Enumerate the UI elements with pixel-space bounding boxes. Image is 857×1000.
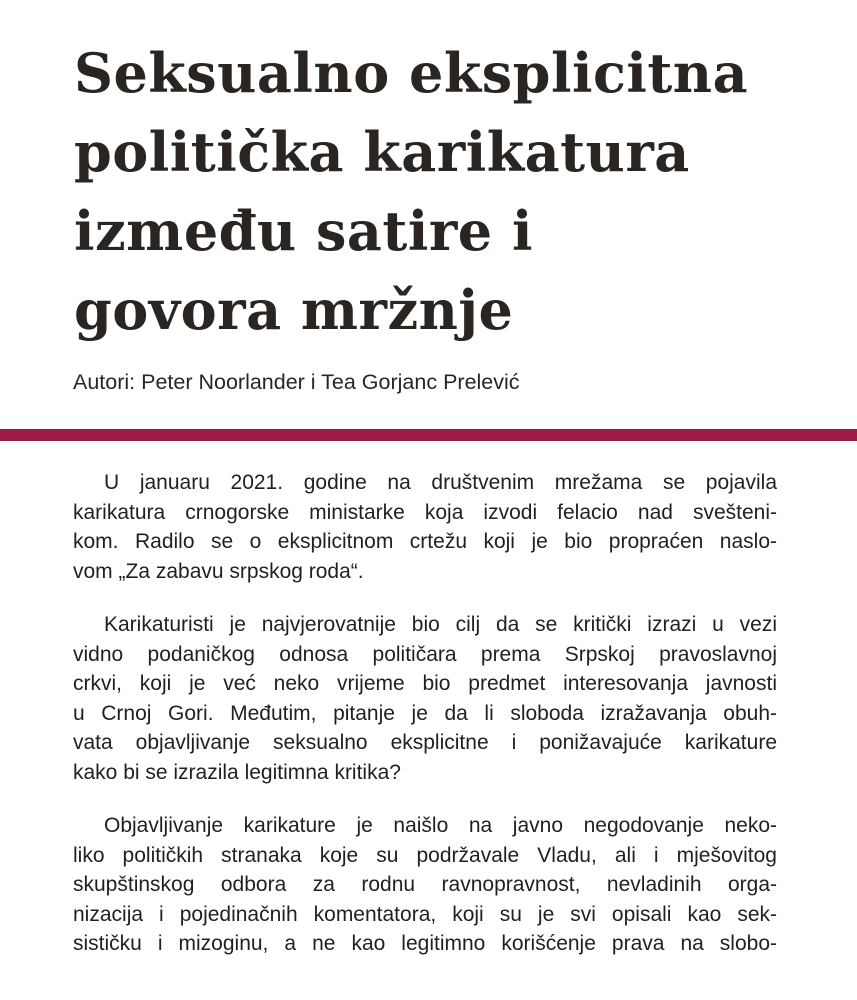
text-line: nizacija i pojedinačnih komentatora, koji su je svi opisali kao sek- [73, 902, 777, 926]
text-line: skupštinskog odbora za rodnu ravnopravnost, nevladinih orga- [73, 873, 777, 896]
text-line: Objavljivanje karikature je naišlo na javno negodovanje neko- [104, 814, 777, 837]
text-line: u Crnoj Gori. Međutim, pitanje je da li sloboda izražavanja obuh- [73, 701, 777, 725]
text-line: U januaru 2021. godine na društvenim mrežama se pojavila [104, 471, 777, 494]
text-line: vata objavljivanje seksualno eksplicitne i ponižavajuće karikature [73, 731, 777, 754]
text-line: crkvi, koji je već neko vrijeme bio predmet interesovanja javnosti [73, 672, 777, 695]
paragraph-1 [73, 468, 777, 586]
title-line: Seksualno eksplicitna [74, 41, 749, 105]
text-line: sističku i mizoginu, a ne kao legitimno korišćenje prava na slobo- [73, 932, 777, 955]
section-divider [0, 429, 857, 441]
text-line: vom „Za zabavu srpskog roda“. [73, 559, 364, 583]
article-authors: Autori: Peter Noorlander i Tea Gorjanc Prelević [73, 370, 520, 394]
title-line: između satire i [74, 199, 533, 263]
text-line: liko političkih stranaka koje su podržavale Vladu, ali i mješovitog [73, 843, 777, 867]
text-line: kom. Radilo se o eksplicitnom crtežu koji je bio propraćen naslo- [73, 530, 777, 553]
paragraph-3 [73, 811, 777, 959]
article-body [73, 468, 777, 983]
text-line: Karikaturisti je najvjerovatnije bio cilj da se kritički izrazi u vezi [104, 613, 777, 636]
paragraph-2 [73, 610, 777, 787]
text-line: kako bi se izrazila legitimna kritika? [73, 760, 401, 784]
article-title [74, 34, 834, 350]
title-line: politička karikatura [74, 120, 690, 184]
text-line: karikatura crnogorske ministarke koja izvodi felacio nad svešteni- [73, 500, 777, 524]
text-line: vidno podaničkog odnosa političara prema Srpskoj pravoslavnoj [73, 642, 777, 666]
title-line: govora mržnje [74, 278, 514, 342]
